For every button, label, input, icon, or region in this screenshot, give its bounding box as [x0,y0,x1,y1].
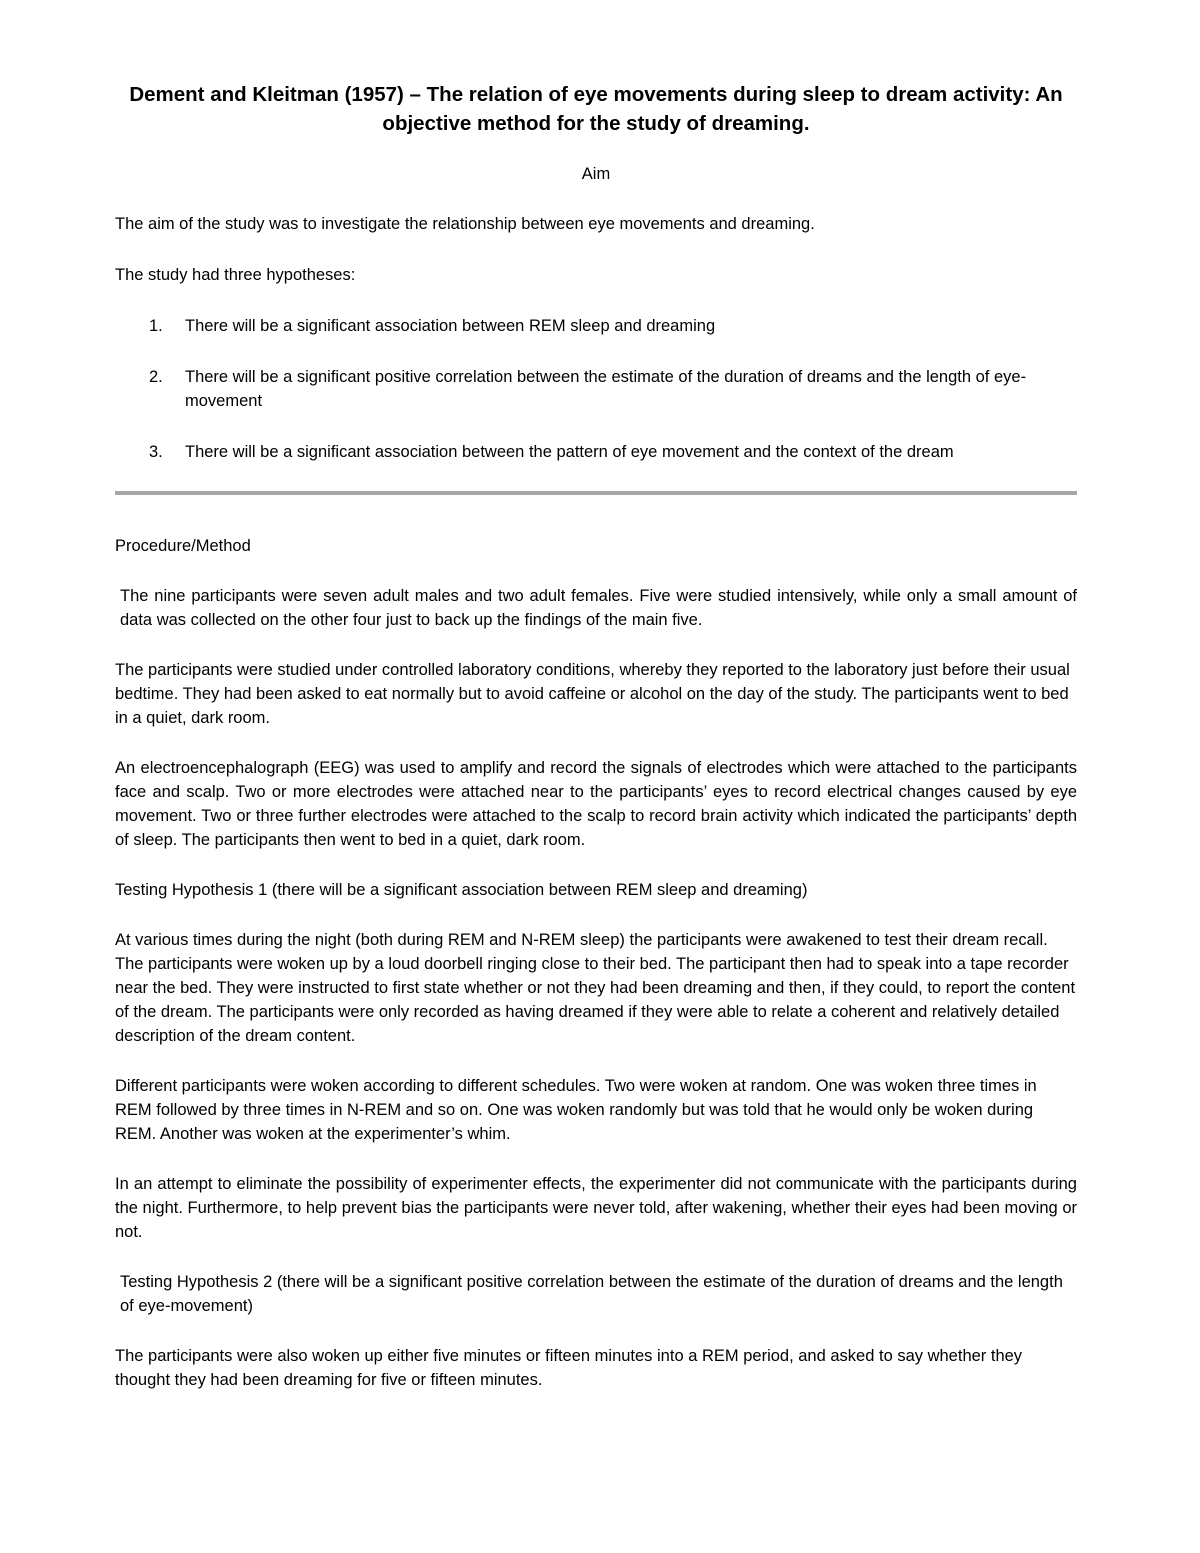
paragraph-participants: The nine participants were seven adult males and two adult females. Five were studied intensively, while only a small amount of data was collected on the other four just to back up the findings of the main five. [120,587,1077,629]
paragraph-schedules: Different participants were woken according to different schedules. Two were woken at random. One was woken three times in REM followed by three times in N-REM and so on. One was woken randomly but was told that he would only be woken during REM. Another was woken at the experimenter’s whim. [115,1077,1037,1143]
hypotheses-list [115,314,1077,464]
hypothesis-item [115,440,1077,464]
hypothesis-2-heading: Testing Hypothesis 2 (there will be a significant positive correlation between the estimate of the duration of dreams and the length of eye-movement) [120,1273,1063,1315]
hypotheses-intro: The study had three hypotheses: [115,266,356,284]
hypothesis-number: 2. [149,368,163,386]
procedure-heading: Procedure/Method [115,537,251,555]
paragraph-awakening: At various times during the night (both during REM and N-REM sleep) the participants were awakened to test their dream recall. The participants were woken up by a loud doorbell ringing close to their bed. The participant then had to speak into a tape recorder near the bed. They were instructed to first state whether or not they had been dreaming and then, if they could, to report the content of the dream. The participants were only recorded as having dreamed if they were able to relate a coherent and relatively detailed description of the dream content. [115,931,1076,1045]
hypothesis-item [115,365,1077,413]
paragraph-conditions: The participants were studied under controlled laboratory conditions, whereby they reported to the laboratory just before their usual bedtime. They had been asked to eat normally but to avoid caffeine or alcohol on the day of the study. The participants went to bed in a quiet, dark room. [115,661,1070,727]
hypothesis-text: There will be a significant positive correlation between the estimate of the duration of dreams and the length of eye-movement [185,368,1027,410]
paragraph-eeg: An electroencephalograph (EEG) was used to amplify and record the signals of electrodes which were attached to the participants face and scalp. Two or more electrodes were attached near to the participants’ eyes to record electrical changes caused by eye movement. Two or three further electrodes were attached to the scalp to record brain activity which indicated the participants’ depth of sleep. The participants then went to bed in a quiet, dark room. [115,759,1077,849]
paragraph-experimenter-effects: In an attempt to eliminate the possibility of experimenter effects, the experimenter did not communicate with the participants during the night. Furthermore, to help prevent bias the participants were never told, after wakening, whether their eyes had been moving or not. [115,1175,1077,1241]
hypothesis-text: There will be a significant association between REM sleep and dreaming [185,317,716,335]
document-page [115,80,1077,1392]
hypothesis-number: 1. [149,317,163,335]
horizontal-divider [115,491,1077,495]
hypothesis-item [115,314,1077,338]
aim-text: The aim of the study was to investigate the relationship between eye movements and dreaming. [115,215,815,233]
aim-heading: Aim [581,165,611,183]
hypothesis-text: There will be a significant association between the pattern of eye movement and the context of the dream [185,443,954,461]
hypothesis-number: 3. [149,443,163,461]
document-title: Dement and Kleitman (1957) – The relation of eye movements during sleep to dream activity: An objective method for the study of dreaming. [129,83,1063,135]
paragraph-duration: The participants were also woken up either five minutes or fifteen minutes into a REM period, and asked to say whether they thought they had been dreaming for five or fifteen minutes. [115,1347,1023,1389]
hypothesis-1-heading: Testing Hypothesis 1 (there will be a significant association between REM sleep and dreaming) [115,881,808,899]
